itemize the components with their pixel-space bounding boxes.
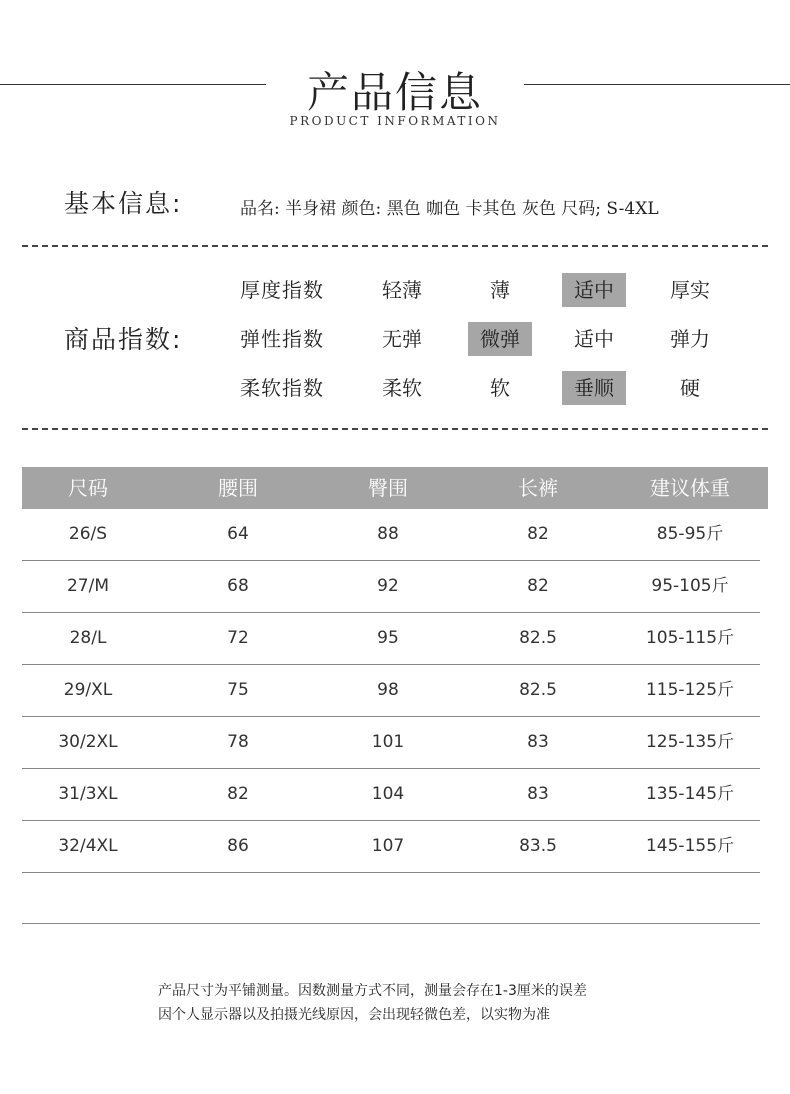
table-row-empty bbox=[22, 873, 760, 924]
index-option: 适中 bbox=[562, 273, 626, 307]
cell-size: 27/M bbox=[66, 576, 110, 596]
table-row bbox=[22, 717, 760, 769]
cell-size: 31/3XL bbox=[58, 784, 118, 804]
index-option: 软 bbox=[490, 376, 510, 400]
table-row bbox=[22, 665, 760, 717]
index-name: 厚度指数 bbox=[240, 278, 324, 302]
size-table-body bbox=[22, 509, 768, 873]
table-row bbox=[22, 561, 760, 613]
cell-weight: 95-105斤 bbox=[651, 576, 729, 596]
index-option: 微弹 bbox=[468, 322, 532, 356]
cell-size: 32/4XL bbox=[58, 836, 118, 856]
basic-info-value: 品名: 半身裙 颜色: 黑色 咖色 卡其色 灰色 尺码; S-4XL bbox=[240, 199, 659, 219]
cell-weight: 145-155斤 bbox=[645, 836, 735, 856]
cell-weight: 135-145斤 bbox=[645, 784, 735, 804]
table-row bbox=[22, 769, 760, 821]
cell-size: 26/S bbox=[68, 524, 108, 544]
header-cell-hip: 臀围 bbox=[368, 476, 408, 500]
cell-length: 82.5 bbox=[519, 628, 557, 648]
section-header bbox=[0, 56, 790, 146]
cell-length: 82 bbox=[527, 576, 549, 596]
cell-length: 83 bbox=[527, 784, 549, 804]
page-subtitle: PRODUCT INFORMATION bbox=[289, 114, 501, 128]
divider-dashed bbox=[22, 428, 768, 430]
index-row bbox=[0, 273, 790, 307]
index-option: 无弹 bbox=[382, 327, 422, 351]
index-option: 垂顺 bbox=[562, 371, 626, 405]
index-option: 柔软 bbox=[382, 376, 422, 400]
cell-waist: 72 bbox=[227, 628, 249, 648]
cell-weight: 115-125斤 bbox=[645, 680, 735, 700]
divider-dashed bbox=[22, 245, 768, 247]
cell-weight: 85-95斤 bbox=[656, 524, 724, 544]
cell-hip: 95 bbox=[377, 628, 399, 648]
cell-waist: 82 bbox=[227, 784, 249, 804]
cell-size: 28/L bbox=[69, 628, 107, 648]
index-row bbox=[0, 371, 790, 405]
table-row bbox=[22, 821, 760, 873]
cell-waist: 78 bbox=[227, 732, 249, 752]
size-table bbox=[22, 467, 768, 924]
cell-waist: 86 bbox=[227, 836, 249, 856]
index-name: 弹性指数 bbox=[240, 327, 324, 351]
basic-info-label: 基本信息: bbox=[64, 189, 183, 218]
header-cell-waist: 腰围 bbox=[218, 476, 258, 500]
cell-size: 29/XL bbox=[63, 680, 113, 700]
cell-hip: 88 bbox=[377, 524, 399, 544]
header-cell-weight: 建议体重 bbox=[650, 476, 730, 500]
index-option: 弹力 bbox=[670, 327, 710, 351]
cell-waist: 64 bbox=[227, 524, 249, 544]
index-option: 厚实 bbox=[670, 278, 710, 302]
cell-waist: 68 bbox=[227, 576, 249, 596]
header-cell-length: 长裤 bbox=[518, 476, 558, 500]
cell-length: 83 bbox=[527, 732, 549, 752]
note-line: 因个人显示器以及拍摄光线原因，会出现轻微色差，以实物为准 bbox=[158, 1007, 550, 1023]
index-option: 硬 bbox=[680, 376, 700, 400]
size-table-header bbox=[22, 467, 768, 509]
cell-hip: 104 bbox=[371, 784, 405, 804]
index-name: 柔软指数 bbox=[240, 376, 324, 400]
index-option: 轻薄 bbox=[382, 278, 422, 302]
table-row bbox=[22, 613, 760, 665]
cell-length: 82.5 bbox=[519, 680, 557, 700]
header-cell-size: 尺码 bbox=[68, 476, 108, 500]
index-option: 薄 bbox=[490, 278, 510, 302]
cell-weight: 125-135斤 bbox=[645, 732, 735, 752]
cell-hip: 98 bbox=[377, 680, 399, 700]
cell-hip: 92 bbox=[377, 576, 399, 596]
page-title: 产品信息 bbox=[306, 68, 483, 117]
note-line: 产品尺寸为平铺测量。因数测量方式不同，测量会存在1-3厘米的误差 bbox=[158, 983, 587, 999]
cell-hip: 101 bbox=[371, 732, 405, 752]
cell-weight: 105-115斤 bbox=[645, 628, 735, 648]
table-row bbox=[22, 509, 760, 561]
cell-length: 82 bbox=[527, 524, 549, 544]
cell-waist: 75 bbox=[227, 680, 249, 700]
index-option: 适中 bbox=[574, 327, 614, 351]
cell-length: 83.5 bbox=[519, 836, 557, 856]
cell-size: 30/2XL bbox=[58, 732, 118, 752]
index-row bbox=[0, 322, 790, 356]
index-label: 商品指数: bbox=[64, 325, 183, 354]
cell-hip: 107 bbox=[371, 836, 405, 856]
